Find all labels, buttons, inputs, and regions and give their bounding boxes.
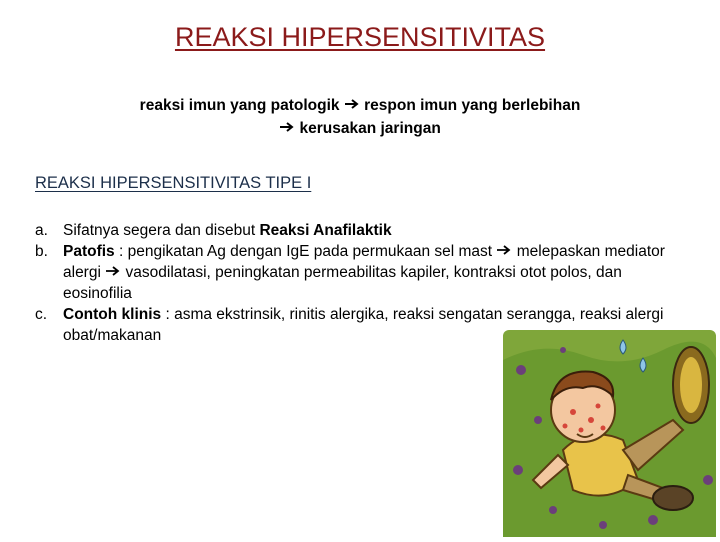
list-item [35, 241, 695, 304]
definition-part-3: kerusakan jaringan [299, 120, 441, 137]
list-item-text: Contoh klinis : asma ekstrinsik, rinitis alergika, reaksi sengatan serangga, reaksi alergi obat/makanan [63, 306, 664, 344]
definition-line-1 [0, 94, 720, 117]
list-item-text: Sifatnya segera dan disebut Reaksi Anafilaktik [63, 222, 392, 239]
slide-title: REAKSI HIPERSENSITIVITAS [174, 22, 546, 52]
arrow-right-icon [496, 241, 512, 262]
bold-term: Contoh klinis [63, 306, 162, 323]
arrow-right-icon [279, 117, 295, 140]
arrow-right-icon [105, 262, 121, 283]
section-heading: REAKSI HIPERSENSITIVITAS TIPE I [35, 174, 312, 192]
characteristics-list [35, 220, 695, 346]
list-item [35, 220, 695, 241]
list-item-text: Patofis : pengikatan Ag dengan IgE pada permukaan sel mast melepaskan mediator alergi vasodilatasi, peningkatan permeabilitas kapiler, kontraksi otot polos, dan eosinofilia [63, 243, 665, 302]
bold-term: Reaksi Anafilaktik [259, 222, 392, 239]
definition-part-2: respon imun yang berlebihan [364, 97, 581, 114]
definition-part-1: reaksi imun yang patologik [139, 97, 340, 114]
list-marker: a. [35, 222, 48, 239]
list-marker: b. [35, 243, 48, 260]
bold-term: Patofis [63, 243, 115, 260]
arrow-right-icon [344, 94, 360, 117]
definition-text [0, 94, 720, 140]
allergy-boy-illustration [503, 330, 716, 537]
definition-line-2 [0, 117, 720, 140]
list-marker: c. [35, 306, 48, 323]
